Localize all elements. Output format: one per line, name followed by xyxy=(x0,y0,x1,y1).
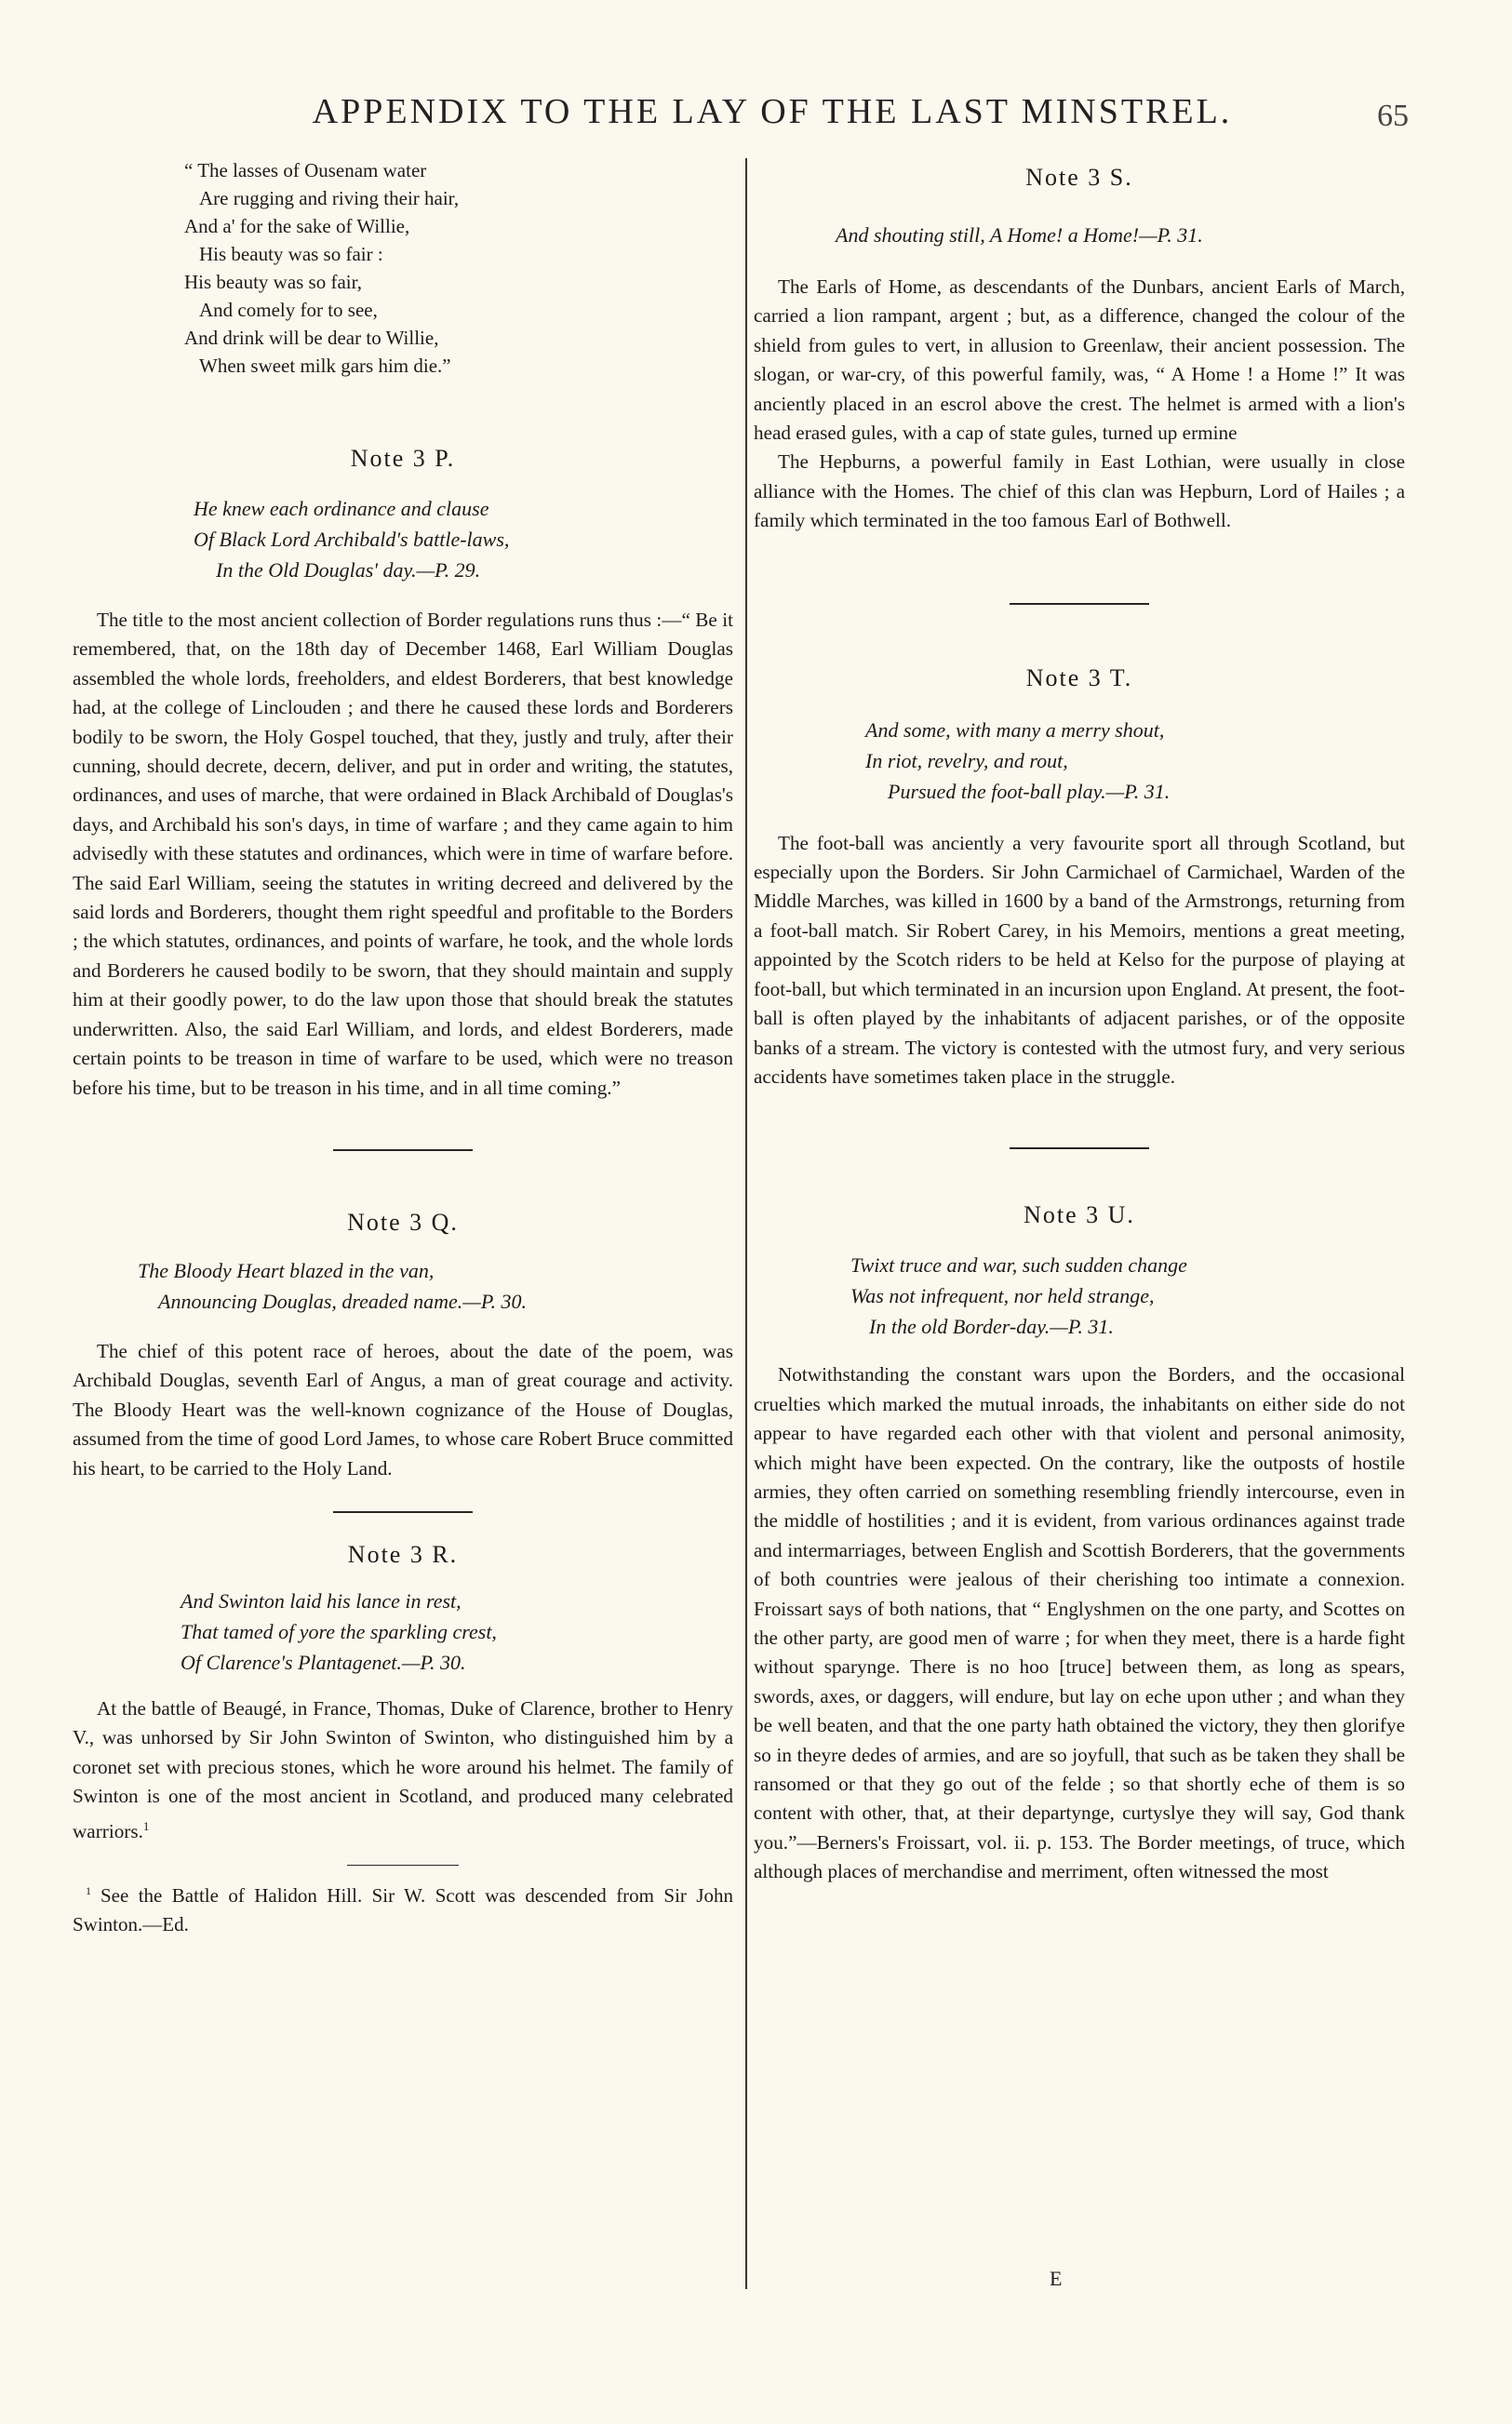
note-title: Note 3 U. xyxy=(1024,1201,1135,1229)
note-title: Note 3 T. xyxy=(1025,663,1133,691)
note-quote xyxy=(836,220,1405,250)
running-head: APPENDIX TO THE LAY OF THE LAST MINSTREL. xyxy=(312,92,1233,131)
quote-line: In riot, revelry, and rout, xyxy=(865,748,1068,772)
quote-line: Twixt truce and war, such sudden change xyxy=(850,1253,1187,1278)
page-number: 65 xyxy=(1377,99,1409,133)
verse-line: “ The lasses of Ousenam water xyxy=(184,159,427,181)
verse-line: And comely for to see, xyxy=(199,299,378,321)
verse-line: His beauty was so fair : xyxy=(199,243,383,265)
note-title: Note 3 S. xyxy=(1025,164,1133,191)
quote-line: He knew each ordinance and clause xyxy=(194,497,489,520)
note-title: Note 3 Q. xyxy=(347,1208,459,1236)
verse-line: And a' for the sake of Willie, xyxy=(184,215,410,237)
verse-line: And drink will be dear to Willie, xyxy=(184,327,439,349)
quote-line: Of Clarence's Plantagenet.—P. 30. xyxy=(181,1650,466,1674)
note-quote xyxy=(138,1255,733,1317)
quote-line: The Bloody Heart blazed in the van, xyxy=(138,1258,435,1282)
quote-line: Of Black Lord Archibald's battle-laws, xyxy=(194,528,510,551)
quote-line: And some, with many a merry shout, xyxy=(865,717,1165,742)
footnote-ref: 1 xyxy=(142,1818,150,1833)
note-quote xyxy=(181,1586,733,1678)
note-body: The Earls of Home, as descendants of the Dunbars, ancient Earls of March, carried a lion rampant, argent ; but, as a difference, changed the colour of the shield from gules to vert, in allusion to Greenlaw, their ancient possession. The slogan, or war-cry, of this powerful family, was, “ A Home ! a Home !” It was anciently placed in an escrol above the crest. The helmet is armed with a lion's head erased gules, with a cap of state gules, turned up ermine xyxy=(754,275,1405,445)
note-body xyxy=(73,1694,733,1846)
quote-line: And shouting still, A Home! a Home!—P. 31. xyxy=(836,223,1203,247)
note-quote xyxy=(194,493,733,585)
opening-verse xyxy=(184,156,733,380)
column-divider xyxy=(745,158,747,2289)
footnote xyxy=(73,1877,733,1939)
note-body: The Hepburns, a powerful family in East Lothian, were usually in close alliance with the Homes. The chief of this clan was Hepburn, Lord of Hailes ; a family which terminated in the too famous Earl of Bothwell. xyxy=(754,450,1405,532)
quote-line: That tamed of yore the sparkling crest, xyxy=(181,1619,497,1643)
verse-line: Are rugging and riving their hair, xyxy=(199,187,460,209)
verse-line: His beauty was so fair, xyxy=(184,271,363,293)
quote-line: Announcing Douglas, dreaded name.—P. 30. xyxy=(158,1289,527,1313)
quote-line: In the Old Douglas' day.—P. 29. xyxy=(216,558,481,582)
note-title: Note 3 P. xyxy=(350,445,456,472)
note-body: The foot-ball was anciently a very favourite sport all through Scotland, but especially upon the Borders. Sir John Carmichael of Carmichael, Warden of the Middle Marches, was killed in 1600 by a band of the Armstrongs, returning from a foot-ball match. Sir Robert Carey, in his Memoirs, mentions a great meeting, appointed by the Scotch riders to be held at Kelso for the purpose of playing at foot-ball, but which terminated in an incursion upon England. At present, the foot-ball is often played by the inhabitants of adjacent parishes, or of the opposite banks of a stream. The victory is contested with the utmost fury, and very serious accidents have sometimes taken place in the struggle. xyxy=(754,831,1405,1088)
quote-line: And Swinton laid his lance in rest, xyxy=(181,1588,462,1613)
footnote-text: See the Battle of Halidon Hill. Sir W. Scott was descended from Sir John Swinton.—Ed. xyxy=(73,1884,733,1936)
signature-mark: E xyxy=(1050,2267,1063,2290)
note-quote xyxy=(850,1250,1405,1342)
right-column xyxy=(754,156,1405,1887)
note-body: Notwithstanding the constant wars upon the Borders, and the occasional cruelties which marked the mutual inroads, the inhabitants on either side do not appear to have regarded each other with that violent and personal animosity, which might have been expected. On the contrary, like the outposts of hostile armies, they often carried on something resembling friendly intercourse, even in the middle of hostilities ; and it is evident, from various ordinances against trade and intermarriages, between English and Scottish Borderers, that the governments of both countries were jealous of their cherishing too intimate a connexion. Froissart says of both nations, that “ Englyshmen on the one party, and Scottes on the other party, are good men of warre ; for when they meet, there is a harde fight without sparynge. There is no hoo [truce] between them, as long as spears, swords, axes, or daggers, will endure, but lay on eche upon uther ; and whan they be well beaten, and that the one party hath obtained the victory, they then glorifye so in theyre dedes of armies, and are so joyfull, that such as be taken they shall be ransomed or that they go out of the felde ; so that shortly eche of them is so content with other, that, at their departynge, curtyslye they will say, God thank you.”—Berners's Froissart, vol. ii. p. 153. The Border meetings, of truce, which although places of merchandise and merriment, often witnessed the most xyxy=(754,1363,1405,1883)
note-body: The chief of this potent race of heroes, about the date of the poem, was Archibald Douglas, seventh Earl of Angus, a man of great courage and activity. The Bloody Heart was the well-known cognizance of the House of Douglas, assumed from the time of good Lord James, to whose care Robert Bruce committed his heart, to be carried to the Holy Land. xyxy=(73,1339,733,1480)
note-title: Note 3 R. xyxy=(347,1540,459,1568)
quote-line: Pursued the foot-ball play.—P. 31. xyxy=(888,779,1171,803)
footnote-marker: 1 xyxy=(86,1884,91,1898)
note-quote xyxy=(865,715,1405,807)
verse-line: When sweet milk gars him die.” xyxy=(199,355,451,377)
note-body: The title to the most ancient collection of Border regulations runs thus :—“ Be it remembered, that, on the 18th day of December 1468, Earl William Douglas assembled the whole lords, freeholders, and eldest Borderers, that best knowledge had, at the college of Linclouden ; and there he caused these lords and Borderers bodily to be sworn, the Holy Gospel touched, that they, justly and truly, after their cunning, should decrete, decern, deliver, and put in order and writing, the statutes, ordinances, and uses of marche, that were ordained in Black Archibald of Douglas's days, and Archibald his son's days, in time of warfare ; and they came again to him advisedly with these statutes and ordinances, which were in time of warfare before. The said Earl William, seeing the statutes in writing decreed and delivered by the said lords and Borderers, thought them right speedful and profitable to the Borders ; the which statutes, ordinances, and points of warfare, he took, and the whole lords and Borderers he caused bodily to be sworn, that they should maintain and supply him at their goodly power, to do the law upon those that should break the statutes underwritten. Also, the said Earl William, and lords, and eldest Borderers, made certain points to be treason in time of warfare to be used, which were no treason before his time, but to be treason in his time, and in all time coming.” xyxy=(73,609,733,1099)
left-column xyxy=(73,156,733,1939)
quote-line: In the old Border-day.—P. 31. xyxy=(869,1315,1114,1339)
note-body-text: At the battle of Beaugé, in France, Thomas, Duke of Clarence, brother to Henry V., was unhorsed by Sir John Swinton of Swinton, who distinguished him by a coronet set with precious stones, which he wore around his helmet. The family of Swinton is one of the most ancient in Scotland, and produced many celebrated warriors. xyxy=(73,1696,733,1842)
quote-line: Was not infrequent, nor held strange, xyxy=(850,1284,1155,1308)
